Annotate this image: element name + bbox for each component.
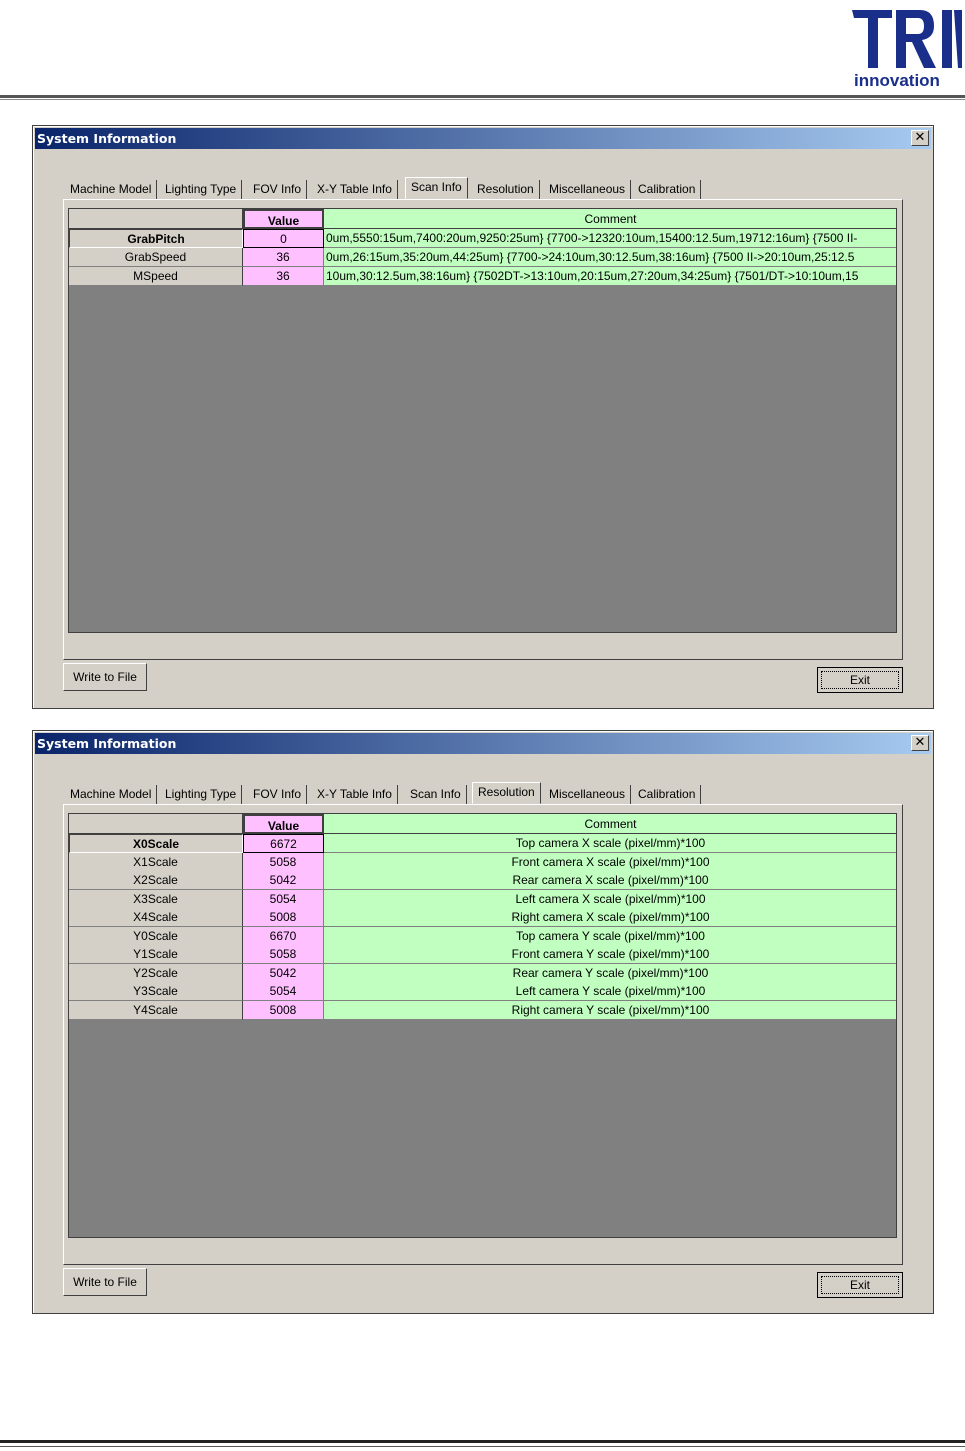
row-name: Y4Scale <box>69 1001 243 1020</box>
row-name: Y3Scale <box>69 982 243 1001</box>
value-cell[interactable]: 6670 <box>243 927 324 946</box>
grid-corner-header <box>69 209 243 229</box>
exit-button[interactable] <box>817 667 903 693</box>
header-rule <box>0 95 965 98</box>
row-name: X3Scale <box>69 890 243 909</box>
title-bar[interactable] <box>35 733 931 754</box>
tab-miscellaneous[interactable]: Miscellaneous <box>544 785 631 804</box>
logo-tagline: innovation <box>854 71 940 90</box>
value-cell[interactable]: 5058 <box>243 945 324 964</box>
info-grid[interactable] <box>68 208 897 633</box>
window-title: System Information <box>37 131 177 146</box>
comment-cell: Top camera Y scale (pixel/mm)*100 <box>324 927 897 946</box>
table-row[interactable] <box>69 908 897 927</box>
write-to-file-button[interactable]: Write to File <box>63 663 147 691</box>
row-name: X2Scale <box>69 871 243 890</box>
tab-machine-model[interactable]: Machine Model <box>65 180 157 199</box>
grid-corner-header <box>69 814 243 834</box>
footer-rule-thin <box>0 1446 965 1447</box>
info-grid[interactable] <box>68 813 897 1238</box>
tab-scan-info[interactable]: Scan Info <box>405 177 468 199</box>
value-cell[interactable]: 36 <box>243 267 324 286</box>
value-cell[interactable]: 5054 <box>243 890 324 909</box>
comment-cell: 0um,5550:15um,7400:20um,9250:25um} {7700->12320:10um,15400:12.5um,19712:16um} {7500 II- <box>324 229 897 248</box>
table-row[interactable] <box>69 267 897 286</box>
value-cell[interactable]: 5058 <box>243 853 324 872</box>
tab-lighting-type[interactable]: Lighting Type <box>160 180 242 199</box>
comment-cell: Left camera X scale (pixel/mm)*100 <box>324 890 897 909</box>
row-name: X1Scale <box>69 853 243 872</box>
tab-xy-table-info[interactable]: X-Y Table Info <box>312 785 398 804</box>
tri-innovation-logo <box>848 4 964 90</box>
comment-column-header: Comment <box>324 814 897 834</box>
exit-button[interactable] <box>817 1272 903 1298</box>
tab-fov-info[interactable]: FOV Info <box>248 785 307 804</box>
comment-cell: Right camera Y scale (pixel/mm)*100 <box>324 1001 897 1020</box>
tab-machine-model[interactable]: Machine Model <box>65 785 157 804</box>
comment-cell: Rear camera X scale (pixel/mm)*100 <box>324 871 897 890</box>
row-name: GrabSpeed <box>69 248 243 267</box>
table-row[interactable] <box>69 964 897 983</box>
row-name: GrabPitch <box>69 229 243 248</box>
close-button[interactable]: ✕ <box>911 130 929 146</box>
write-to-file-button[interactable]: Write to File <box>63 1268 147 1296</box>
comment-cell: Top camera X scale (pixel/mm)*100 <box>324 834 897 853</box>
value-cell[interactable]: 6672 <box>243 834 324 853</box>
value-cell[interactable]: 36 <box>243 248 324 267</box>
row-name: Y0Scale <box>69 927 243 946</box>
exit-button-label: Exit <box>821 671 899 689</box>
tab-scan-info[interactable]: Scan Info <box>405 785 467 804</box>
window-title: System Information <box>37 736 177 751</box>
table-row[interactable] <box>69 945 897 964</box>
comment-cell: Rear camera Y scale (pixel/mm)*100 <box>324 964 897 983</box>
table-row[interactable] <box>69 927 897 946</box>
table-row[interactable] <box>69 890 897 909</box>
table-row[interactable] <box>69 248 897 267</box>
row-name: Y2Scale <box>69 964 243 983</box>
tab-resolution[interactable]: Resolution <box>472 782 541 804</box>
close-button[interactable]: ✕ <box>911 735 929 751</box>
row-name: MSpeed <box>69 267 243 286</box>
exit-button-label: Exit <box>821 1276 899 1294</box>
comment-cell: Front camera X scale (pixel/mm)*100 <box>324 853 897 872</box>
value-cell[interactable]: 5042 <box>243 964 324 983</box>
value-cell[interactable]: 0 <box>243 229 324 248</box>
value-column-header: Value <box>243 814 324 834</box>
footer-rule <box>0 1440 965 1443</box>
row-name: X0Scale <box>69 834 243 853</box>
value-cell[interactable]: 5008 <box>243 908 324 927</box>
value-cell[interactable]: 5054 <box>243 982 324 1001</box>
table-row[interactable] <box>69 982 897 1001</box>
comment-cell: Left camera Y scale (pixel/mm)*100 <box>324 982 897 1001</box>
tab-lighting-type[interactable]: Lighting Type <box>160 785 242 804</box>
value-cell[interactable]: 5008 <box>243 1001 324 1020</box>
comment-cell: 10um,30:12.5um,38:16um} {7502DT->13:10um,20:15um,27:20um,34:25um} {7501/DT->10:10um,15 <box>324 267 897 286</box>
value-column-header: Value <box>243 209 324 229</box>
table-row[interactable] <box>69 871 897 890</box>
tab-miscellaneous[interactable]: Miscellaneous <box>544 180 631 199</box>
tab-xy-table-info[interactable]: X-Y Table Info <box>312 180 398 199</box>
value-cell[interactable]: 5042 <box>243 871 324 890</box>
system-information-window-scan-info <box>32 125 934 709</box>
header-rule-thin <box>0 99 965 100</box>
tab-resolution[interactable]: Resolution <box>472 180 540 199</box>
table-row[interactable] <box>69 1001 897 1020</box>
comment-cell: 0um,26:15um,35:20um,44:25um} {7700->24:10um,30:12.5um,38:16um} {7500 II->20:10um,25:12.5 <box>324 248 897 267</box>
tab-fov-info[interactable]: FOV Info <box>248 180 307 199</box>
comment-cell: Front camera Y scale (pixel/mm)*100 <box>324 945 897 964</box>
table-row[interactable] <box>69 229 897 248</box>
tab-calibration[interactable]: Calibration <box>633 180 701 199</box>
system-information-window-resolution <box>32 730 934 1314</box>
table-row[interactable] <box>69 834 897 853</box>
comment-cell: Right camera X scale (pixel/mm)*100 <box>324 908 897 927</box>
row-name: X4Scale <box>69 908 243 927</box>
comment-column-header: Comment <box>324 209 897 229</box>
tab-calibration[interactable]: Calibration <box>633 785 701 804</box>
row-name: Y1Scale <box>69 945 243 964</box>
table-row[interactable] <box>69 853 897 872</box>
title-bar[interactable] <box>35 128 931 149</box>
